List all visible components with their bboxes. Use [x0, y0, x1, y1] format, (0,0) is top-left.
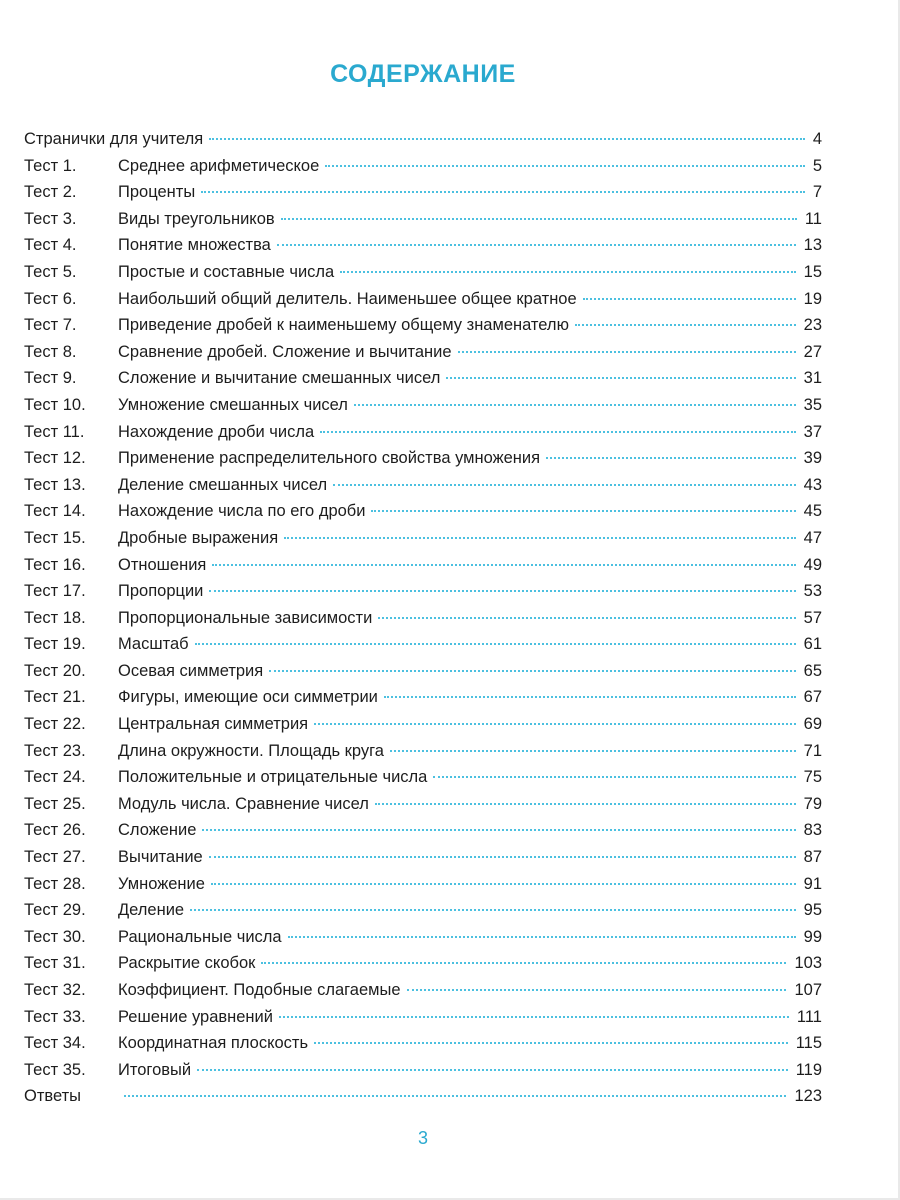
toc-entry-number: Тест 3.: [24, 209, 77, 228]
toc-entry[interactable]: [24, 631, 822, 658]
toc-entry-page: 15: [803, 262, 822, 281]
toc-entry-page: 67: [803, 688, 822, 707]
dot-leader: [433, 776, 795, 778]
dot-leader: [583, 298, 796, 300]
dot-leader: [277, 244, 796, 246]
toc-entry-page: 107: [794, 981, 822, 999]
toc-entry-number: Тест 18.: [24, 608, 86, 627]
toc-entry-page: 111: [796, 1007, 822, 1026]
toc-entry-page: 37: [803, 422, 822, 441]
toc-entry[interactable]: [24, 950, 822, 977]
toc-entry-number: Тест 28.: [24, 874, 86, 893]
toc-entry[interactable]: [24, 658, 822, 685]
toc-entry-number: Тест 30.: [24, 927, 86, 946]
toc-entry-page: 83: [803, 821, 822, 840]
toc-entry-number: Тест 27.: [24, 848, 86, 867]
toc-entry-number: Тест 17.: [24, 582, 86, 601]
toc-entry-title: Дробные выражения: [118, 528, 279, 547]
dot-leader: [288, 936, 796, 938]
dot-leader: [195, 643, 796, 645]
toc-entry-number: Тест 14.: [24, 502, 86, 521]
toc-entry[interactable]: [24, 525, 822, 552]
toc-entry[interactable]: [24, 791, 822, 818]
toc-entry-page: 99: [803, 927, 822, 946]
toc-entry-number: Тест 33.: [24, 1007, 86, 1026]
toc-entry-title: Сравнение дробей. Сложение и вычитание: [118, 342, 452, 361]
toc-entry-title: Сложение: [118, 821, 197, 840]
toc-entry[interactable]: [24, 312, 822, 339]
toc-entry[interactable]: [24, 419, 822, 446]
toc-entry-number: Тест 8.: [24, 342, 77, 361]
toc-entry-number: Тест 22.: [24, 715, 86, 734]
toc-entry[interactable]: [24, 738, 822, 765]
toc-entry-number: Тест 24.: [24, 768, 86, 787]
toc-entry-title: Нахождение числа по его дроби: [118, 502, 366, 521]
toc-entry-number: Тест 13.: [24, 475, 86, 494]
toc-entry-title: Отношения: [118, 555, 207, 574]
toc-entry-page: 49: [803, 555, 822, 574]
toc-entry-page: 13: [803, 236, 822, 255]
dot-leader: [320, 431, 795, 433]
toc-entry-intro[interactable]: [24, 126, 822, 153]
toc-entry-title: Ответы: [24, 1087, 82, 1106]
dot-leader: [281, 218, 797, 220]
toc-entry-number: Тест 12.: [24, 449, 86, 468]
toc-entry-number: Тест 34.: [24, 1034, 86, 1053]
dot-leader: [458, 351, 796, 353]
toc-entry-title: Простые и составные числа: [118, 262, 335, 281]
toc-entry-page: 45: [803, 502, 822, 521]
page-title: СОДЕРЖАНИЕ: [330, 60, 516, 88]
toc-entry[interactable]: [24, 206, 822, 233]
toc-entry-number: Тест 21.: [24, 688, 86, 707]
toc-entry[interactable]: [24, 924, 822, 951]
toc-entry-title: Умножение смешанных чисел: [118, 395, 348, 414]
toc-entry-page: 95: [803, 901, 822, 920]
toc-entry[interactable]: [24, 498, 822, 525]
dot-leader: [354, 404, 796, 406]
dot-leader: [546, 457, 796, 459]
dot-leader: [384, 696, 796, 698]
dot-leader: [190, 909, 796, 911]
toc-entry-page: 115: [795, 1034, 822, 1053]
dot-leader: [407, 989, 787, 991]
toc-entry-title: Понятие множества: [118, 236, 271, 255]
toc-entry-title: Координатная плоскость: [118, 1034, 309, 1053]
toc-entry-page: 123: [794, 1087, 822, 1106]
toc-entry[interactable]: [24, 445, 822, 472]
toc-entry-page: 65: [803, 661, 822, 680]
toc-entry-title: Вычитание: [118, 848, 203, 867]
toc-entry[interactable]: [24, 339, 822, 366]
toc-entry-page: 75: [803, 768, 822, 787]
toc-entry-title: Странички для учителя: [24, 130, 204, 148]
toc-entry-number: Тест 9.: [24, 369, 77, 388]
toc-entry-page: 5: [812, 156, 822, 175]
table-of-contents: [24, 126, 822, 1110]
toc-entry-page: 57: [803, 608, 822, 627]
toc-entry-title: Сложение и вычитание смешанных чисел: [118, 369, 441, 388]
toc-entry-number: Тест 23.: [24, 741, 86, 760]
dot-leader: [390, 750, 796, 752]
dot-leader: [375, 803, 796, 805]
toc-entry-page: 71: [803, 741, 822, 760]
toc-entry-title: Деление смешанных чисел: [118, 475, 328, 494]
dot-leader: [279, 1016, 789, 1018]
dot-leader: [575, 324, 796, 326]
toc-entry-number: Тест 4.: [24, 236, 77, 255]
toc-entry-number: Тест 5.: [24, 262, 77, 281]
dot-leader: [371, 510, 795, 512]
dot-leader: [211, 883, 796, 885]
toc-entry-title: Модуль числа. Сравнение чисел: [118, 794, 369, 813]
dot-leader: [261, 962, 786, 964]
toc-entry-page: 19: [803, 289, 822, 308]
toc-entry[interactable]: [24, 259, 822, 286]
toc-entry-page: 23: [803, 316, 822, 335]
toc-entry-number: Тест 26.: [24, 821, 86, 840]
dot-leader: [314, 723, 796, 725]
toc-entry-number: Тест 7.: [24, 316, 77, 335]
toc-entry-title: Умножение: [118, 874, 205, 893]
toc-entry-page: 87: [803, 848, 822, 867]
toc-entry[interactable]: [24, 605, 822, 632]
dot-leader: [209, 138, 805, 140]
toc-entry-page: 69: [803, 715, 822, 734]
toc-entry-answers[interactable]: [24, 1083, 822, 1110]
toc-entry[interactable]: [24, 844, 822, 871]
toc-entry-number: Тест 35.: [24, 1060, 86, 1079]
toc-entry[interactable]: [24, 179, 822, 206]
toc-entry[interactable]: [24, 977, 822, 1004]
toc-entry-number: Тест 16.: [24, 555, 86, 574]
toc-entry[interactable]: [24, 1057, 822, 1084]
dot-leader: [446, 377, 795, 379]
dot-leader: [209, 856, 796, 858]
dot-leader: [284, 537, 795, 539]
toc-entry-title: Проценты: [118, 183, 196, 202]
toc-entry[interactable]: [24, 472, 822, 499]
toc-entry-title: Наибольший общий делитель. Наименьшее общее кратное: [118, 289, 577, 308]
toc-entry-page: 79: [803, 794, 822, 813]
toc-entry-page: 27: [803, 342, 822, 361]
toc-entry-number: Тест 11.: [24, 422, 85, 441]
toc-entry-title: Рациональные числа: [118, 927, 282, 946]
toc-entry-number: Тест 29.: [24, 901, 86, 920]
toc-entry-title: Решение уравнений: [118, 1007, 273, 1026]
toc-entry-title: Раскрытие скобок: [118, 954, 256, 973]
toc-entry-title: Итоговый: [118, 1060, 192, 1079]
page-number: 3: [417, 1128, 428, 1148]
toc-entry[interactable]: [24, 711, 822, 738]
toc-entry[interactable]: [24, 365, 822, 392]
toc-entry-number: Тест 32.: [24, 981, 86, 999]
toc-entry[interactable]: [24, 897, 822, 924]
dot-leader: [197, 1069, 788, 1071]
toc-entry-page: 39: [803, 449, 822, 468]
toc-entry-page: 91: [803, 874, 822, 893]
toc-entry-number: Тест 1.: [24, 156, 77, 175]
toc-entry-title: Фигуры, имеющие оси симметрии: [118, 688, 378, 707]
dot-leader: [314, 1042, 788, 1044]
toc-entry[interactable]: [24, 552, 822, 579]
toc-entry-page: 53: [803, 582, 822, 601]
toc-entry-number: Тест 10.: [24, 395, 86, 414]
toc-entry[interactable]: [24, 392, 822, 419]
dot-leader: [201, 191, 805, 193]
toc-entry[interactable]: [24, 817, 822, 844]
toc-entry-title: Пропорции: [118, 582, 204, 601]
toc-entry-number: Тест 15.: [24, 528, 86, 547]
toc-entry-number: Тест 31.: [24, 954, 86, 973]
toc-entry-page: 4: [812, 130, 822, 148]
toc-entry[interactable]: [24, 1004, 822, 1031]
toc-entry[interactable]: [24, 578, 822, 605]
toc-entry-title: Положительные и отрицательные числа: [118, 768, 428, 787]
dot-leader: [202, 829, 795, 831]
toc-entry-title: Деление: [118, 901, 185, 920]
toc-entry-number: Тест 19.: [24, 635, 86, 654]
toc-entry-page: 103: [794, 954, 822, 973]
toc-entry-number: Тест 20.: [24, 661, 86, 680]
toc-entry-page: 47: [803, 528, 822, 547]
dot-leader: [124, 1095, 786, 1097]
toc-entry-page: 119: [795, 1060, 822, 1079]
toc-entry-title: Пропорциональные зависимости: [118, 608, 373, 627]
toc-entry-title: Масштаб: [118, 635, 189, 654]
toc-entry[interactable]: [24, 286, 822, 313]
toc-entry-page: 61: [803, 635, 822, 654]
toc-entry-page: 7: [812, 183, 822, 202]
toc-entry-title: Среднее арифметическое: [118, 156, 320, 175]
toc-entry-page: 35: [803, 395, 822, 414]
toc-entry[interactable]: [24, 1030, 822, 1057]
toc-entry-title: Виды треугольников: [118, 209, 275, 228]
dot-leader: [333, 484, 796, 486]
toc-entry-title: Нахождение дроби числа: [118, 422, 315, 441]
dot-leader: [340, 271, 795, 273]
toc-entry[interactable]: [24, 871, 822, 898]
toc-entry-number: Тест 25.: [24, 794, 86, 813]
toc-entry[interactable]: [24, 232, 822, 259]
toc-entry-title: Применение распределительного свойства умножения: [118, 449, 541, 468]
dot-leader: [212, 564, 795, 566]
toc-entry-page: 31: [803, 369, 822, 388]
dot-leader: [325, 165, 805, 167]
toc-entry-number: Тест 2.: [24, 183, 77, 202]
toc-entry-title: Центральная симметрия: [118, 715, 309, 734]
toc-entry[interactable]: [24, 764, 822, 791]
dot-leader: [269, 670, 795, 672]
toc-entry-title: Длина окружности. Площадь круга: [118, 741, 384, 760]
toc-entry-page: 43: [803, 475, 822, 494]
toc-entry[interactable]: [24, 153, 822, 180]
toc-entry-number: Тест 6.: [24, 289, 77, 308]
toc-entry[interactable]: [24, 684, 822, 711]
toc-entry-title: Осевая симметрия: [118, 661, 264, 680]
dot-leader: [378, 617, 795, 619]
dot-leader: [209, 590, 795, 592]
toc-entry-title: Приведение дробей к наименьшему общему знаменателю: [118, 316, 569, 335]
toc-entry-page: 11: [804, 209, 822, 228]
toc-entry-title: Коэффициент. Подобные слагаемые: [118, 981, 401, 999]
